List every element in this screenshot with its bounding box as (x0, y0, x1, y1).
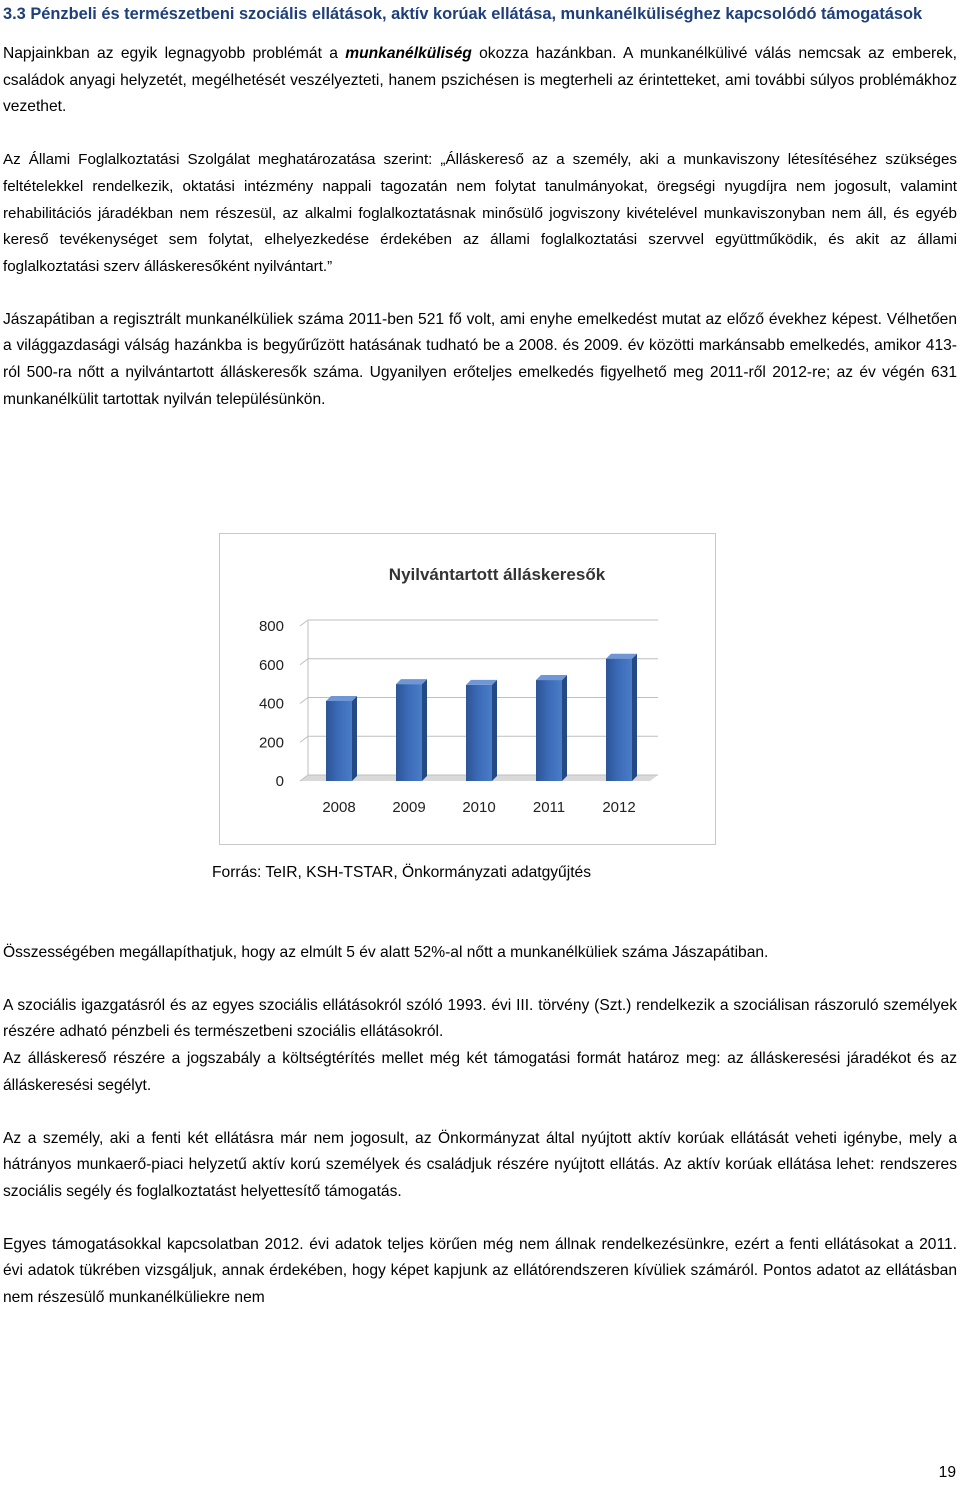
bar-side (562, 675, 567, 781)
gridline-side (300, 659, 308, 665)
paragraph-benefits: Az álláskereső részére a jogszabály a költségtérítés mellet még két támogatási formát határoz meg: az álláskeresési járadékot és az álláskeresési segélyt. (3, 1050, 957, 1094)
x-tick-label: 2009 (392, 799, 426, 816)
x-tick-label: 2011 (532, 799, 566, 816)
bar-top (466, 680, 497, 685)
bar-chart (220, 534, 715, 844)
bar-side (422, 679, 427, 781)
paragraph-data-note: Egyes támogatásokkal kapcsolatban 2012. évi adatok teljes körűen még nem állnak rendelkezésünkre, ezért a fenti ellátásokat a 2011. évi adatok tükrében vizsgáljuk, annak érdekében, hogy képet kapjunk az ellátórendszeren kívüliek számáról. Pontos adatot az ellátásban nem részesülő munkanélküliekre nem (3, 1235, 957, 1307)
bar-side (492, 680, 497, 781)
paragraph-statistics: Jászapátiban a regisztrált munkanélküliek száma 2011-ben 521 fő volt, ami enyhe emelkedést mutat az előző évekhez képest. Vélhetően a világgazdasági válság hazánkba is begyűrűzött hatásának tudható be a 2008. és 2009. év közötti markánsabb emelkedés, amikor 413-ról 500-ra nőtt a nyilvántartott álláskeresők száma. Ugyanilyen erőteljes emelkedés figyelhető meg 2011-ről 2012-re; az év végén 631 munkanélkülit tartottak nyilván településünkön. (3, 310, 957, 408)
bar-side (352, 696, 357, 781)
bar (536, 680, 562, 781)
bar (606, 659, 632, 781)
bar-top (536, 675, 567, 680)
gridline-side (300, 698, 308, 704)
document-page-lower (3, 940, 957, 1312)
y-tick-label: 800 (258, 618, 284, 635)
page-number: 19 (938, 1464, 956, 1481)
gridline-side (300, 620, 308, 626)
chart-container (219, 533, 716, 845)
y-tick-label: 0 (275, 773, 284, 790)
y-tick-label: 200 (258, 734, 284, 752)
paragraph-active-age: Az a személy, aki a fenti két ellátásra már nem jogosult, az Önkormányzat által nyújtott aktív korúak ellátását veheti igénybe, mely a hátrányos munkaerő-piaci helyzetű aktív korú személyek és családjuk részére nyújtott ellátás. Az aktív korúak ellátása lehet: rendszeres szociális segély és foglalkoztatást helyettesítő támogatás. (3, 1129, 957, 1200)
paragraph-law: A szociális igazgatásról és az egyes szociális ellátásokról szóló 1993. évi III. törvény (Szt.) rendelkezik a szociálisan rászoruló személyek részére adható pénzbeli és természetbeni szociális ellátásokról. (3, 996, 957, 1041)
x-tick-label: 2008 (322, 799, 356, 816)
bar (466, 685, 492, 781)
x-tick-label: 2010 (462, 799, 496, 816)
y-tick-label: 600 (258, 656, 284, 674)
document-page (3, 0, 957, 413)
intro-emphasis: munkanélküliség (345, 45, 472, 62)
bar (326, 701, 352, 781)
bar-side (632, 654, 637, 781)
y-tick-label: 400 (258, 695, 284, 713)
paragraph-summary: Összességében megállapíthatjuk, hogy az elmúlt 5 év alatt 52%-al nőtt a munkanélküliek száma Jászapátiban. (3, 944, 769, 961)
bar (396, 684, 422, 781)
bar-top (606, 654, 637, 659)
intro-text-end: okozza hazánkban. A munkanélkülivé válás nemcsak az emberek, családok anyagi helyzetét, megélhetését veszélyezteti, hanem pszichésen is megterheli az érintetteket, ami további súlyos problémákhoz vezethet. (3, 45, 957, 116)
intro-text-start: Napjainkban az egyik legnagyobb problémát a (3, 45, 346, 62)
bar-top (396, 679, 427, 684)
chart-title: Nyilvántartott álláskeresők (388, 565, 606, 584)
paragraph-intro (3, 41, 957, 121)
bar-top (326, 696, 357, 701)
gridline-side (300, 736, 308, 742)
x-tick-label: 2012 (602, 799, 636, 816)
paragraph-definition: Az Állami Foglalkoztatási Szolgálat meghatározatása szerint: „Álláskereső az a személy, aki a munkaviszony létesítéséhez szükséges feltételekkel rendelkezik, oktatási intézmény nappali tagozatán nem folytat tanulmányokat, öregségi nyugdíjra nem jogosult, valamint rehabilitációs járadékban nem részesül, az alkalmi foglalkoztatásnak minősülő jogviszony kivételével munkaviszonyban nem áll, és egyéb kereső tevékenységet sem folytat, elhelyezkedése érdekében az állami foglalkoztatási szervvel együttműködik, és akit az állami foglalkoztatási szerv álláskeresőként nyilvántart.” (3, 151, 957, 275)
section-heading: 3.3 Pénzbeli és természetbeni szociális ellátások, aktív korúak ellátása, munkanélküliséghez kapcsolódó támogatások (3, 5, 923, 23)
chart-source: Forrás: TeIR, KSH-TSTAR, Önkormányzati adatgyűjtés (212, 864, 591, 881)
